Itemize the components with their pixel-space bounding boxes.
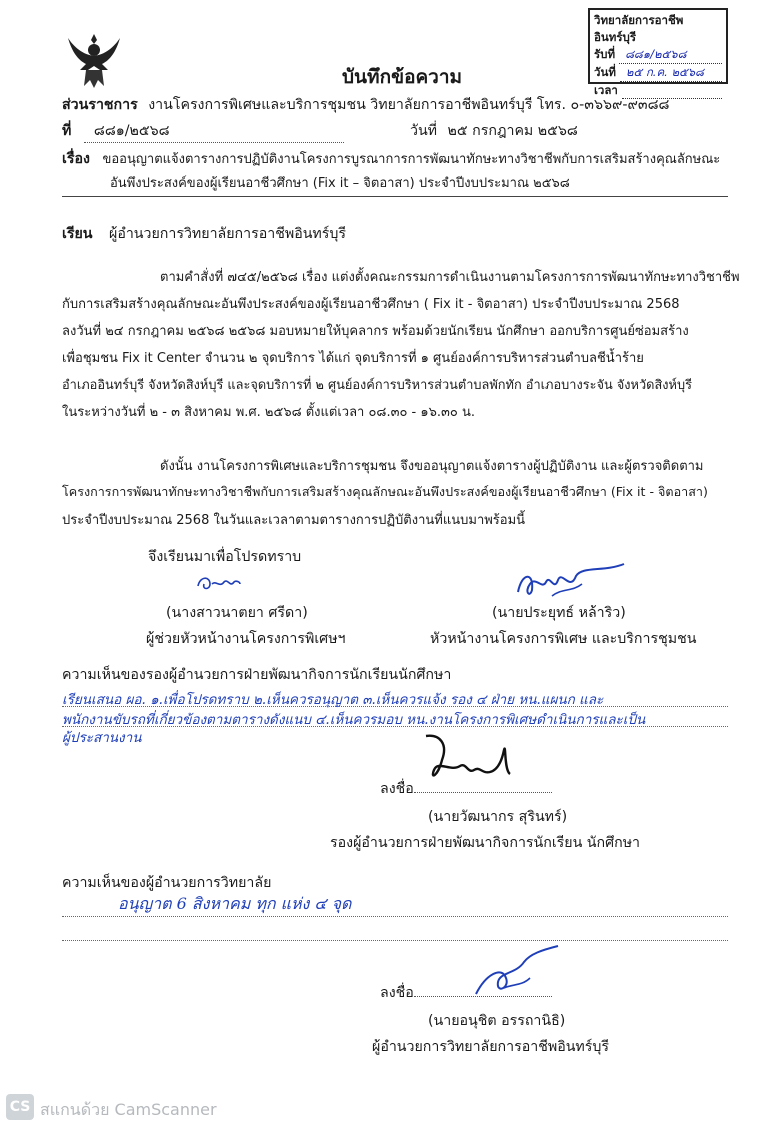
stamp-received-label: รับที่ — [594, 47, 616, 61]
p1-line1: ตามคำสั่งที่ ๗๔๕/๒๕๖๘ เรื่อง แต่งตั้งคณะกรรมการดำเนินงานตามโครงการการพัฒนาทักษะทางวิชาชีพ — [160, 270, 740, 285]
p2-line1: ดังนั้น งานโครงการพิเศษและบริการชุมชน จึงขออนุญาตแจ้งตารางผู้ปฏิบัติงาน และผู้ตรวจติดตาม — [160, 459, 704, 474]
date-label: วันที่ — [410, 123, 438, 139]
ref-row — [62, 120, 344, 143]
to-label: เรียน — [62, 226, 93, 242]
stamp-date-label: วันที่ — [594, 65, 616, 79]
deputy-comment-line1: เรียนเสนอ ผอ. ๑.เพื่อโปรดทราบ ๒.เห็นควรอนุญาต ๓.เห็นควรแจ้ง รอง ๔ ฝ่าย หน.แผนก และ — [62, 692, 604, 708]
director-name: (นายอนุชิต อรรถานิธิ) — [428, 1013, 566, 1029]
subject-line1: ขออนุญาตแจ้งตารางการปฏิบัติงานโครงการบูรณาการการพัฒนาทักษะทางวิชาชีพกับการเสริมสร้างคุณลักษณะ — [102, 152, 721, 167]
p1-line4: เพื่อชุมชน Fix it Center จำนวน ๒ จุดบริการ ได้แก่ จุดบริการที่ ๑ ศูนย์องค์การบริหารส่วนตำบลชีน้ำร้าย — [62, 351, 644, 366]
agency-value: งานโครงการพิเศษและบริการชุมชน วิทยาลัยการอาชีพอินทร์บุรี โทร. ๐-๓๖๖๙-๙๓๘๘ — [148, 97, 670, 113]
director-position: ผู้อำนวยการวิทยาลัยการอาชีพอินทร์บุรี — [372, 1039, 610, 1055]
deputy-comment-line3: ผู้ประสานงาน — [62, 730, 142, 746]
deputy-comment-line2: พนักงานขับรถที่เกี่ยวข้องตามตารางดังแนบ ๔.เห็นควรมอบ หน.งานโครงการพิเศษดำเนินการและเป็น — [62, 712, 646, 728]
subject-row — [62, 148, 720, 170]
date-value: ๒๕ กรกฎาคม ๒๕๖๘ — [447, 123, 578, 139]
memo-title: บันทึกข้อความ — [342, 66, 463, 88]
director-heading: ความเห็นของผู้อำนวยการวิทยาลัย — [62, 875, 272, 891]
header-divider — [62, 196, 728, 197]
subject-line2: อันพึงประสงค์ของผู้เรียนอาชีวศึกษา (Fix it – จิตอาสา) ประจำปีงบประมาณ ๒๕๖๘ — [110, 176, 570, 191]
stamp-number: ๘๘๑/๒๕๖๘ — [619, 46, 722, 64]
p1-line3: ลงวันที่ ๒๔ กรกฎาคม ๒๕๖๘ ๒๕๖๘ มอบหมายให้บุคลากร พร้อมด้วยนักเรียน นักศึกษา ออกบริการศูนย์ซ่อมสร้าง — [62, 324, 689, 339]
right-signatory-name: (นายประยุทธ์ หล้าริว) — [492, 605, 626, 621]
subject-label: เรื่อง — [62, 151, 90, 167]
agency-label: ส่วนราชการ — [62, 97, 138, 113]
p1-line6: ในระหว่างวันที่ ๒ - ๓ สิงหาคม พ.ศ. ๒๕๖๘ ตั้งแต่เวลา ๐๘.๓๐ - ๑๖.๓๐ น. — [62, 405, 475, 420]
left-signatory-name: (นางสาวนาตยา ศรีดา) — [166, 605, 308, 621]
p2-line2: โครงการการพัฒนาทักษะทางวิชาชีพกับการเสริมสร้างคุณลักษณะอันพึงประสงค์ของผู้เรียนอาชีวศึกษา (Fix it - จิตอาสา) — [62, 484, 708, 499]
stamp-date: ๒๕ ก.ค. ๒๕๖๘ — [620, 64, 722, 82]
left-signature — [194, 572, 244, 596]
right-signatory-position: หัวหน้างานโครงการพิเศษ และบริการชุมชน — [430, 631, 697, 647]
to-row — [62, 223, 346, 245]
p1-line2: กับการเสริมสร้างคุณลักษณะอันพึงประสงค์ของผู้เรียนอาชีวศึกษา ( Fix it - จิตอาสา) ประจำปีงบประมาณ 2568 — [62, 297, 680, 312]
ref-value: ๘๘๑/๒๕๖๘ — [84, 120, 344, 143]
p1-line5: อำเภออินทร์บุรี จังหวัดสิงห์บุรี และจุดบริการที่ ๒ ศูนย์องค์การบริหารส่วนตำบลพักทัก อำเภอบางระจัน จังหวัดสิงห์บุรี — [62, 378, 692, 393]
director-handwritten-comment: อนุญาต 6 สิงหาคม ทุก แห่ง ๔ จุด — [118, 894, 352, 913]
deputy-heading: ความเห็นของรองผู้อำนวยการฝ่ายพัฒนากิจการนักเรียนนักศึกษา — [62, 667, 452, 683]
date-row — [410, 120, 578, 142]
camscanner-logo: CS — [6, 1094, 34, 1120]
ref-label: ที่ — [62, 123, 72, 139]
receive-stamp — [588, 8, 728, 97]
deputy-position: รองผู้อำนวยการฝ่ายพัฒนากิจการนักเรียน นักศึกษา — [330, 835, 641, 851]
to-value: ผู้อำนวยการวิทยาลัยการอาชีพอินทร์บุรี — [109, 226, 347, 242]
left-signatory-position: ผู้ช่วยหัวหน้างานโครงการพิเศษฯ — [146, 631, 346, 647]
director-sign-label: ลงชื่อ — [380, 982, 552, 1004]
p2-line3: ประจำปีงบประมาณ 2568 ในวันและเวลาตามตารางการปฏิบัติงานที่แนบมาพร้อมนี้ — [62, 513, 526, 528]
deputy-sign-label: ลงชื่อ — [380, 778, 552, 800]
agency-row — [62, 94, 669, 116]
garuda-emblem — [66, 30, 122, 92]
deputy-name: (นายวัฒนากร สุรินทร์) — [428, 809, 568, 825]
camscanner-watermark: สแกนด้วย CamScanner — [40, 1100, 217, 1119]
right-signature — [512, 562, 632, 602]
stamp-org: วิทยาลัยการอาชีพอินทร์บุรี — [594, 13, 684, 44]
stamp-time-label: เวลา — [594, 83, 618, 97]
closing-text: จึงเรียนมาเพื่อโปรดทราบ — [148, 549, 302, 565]
